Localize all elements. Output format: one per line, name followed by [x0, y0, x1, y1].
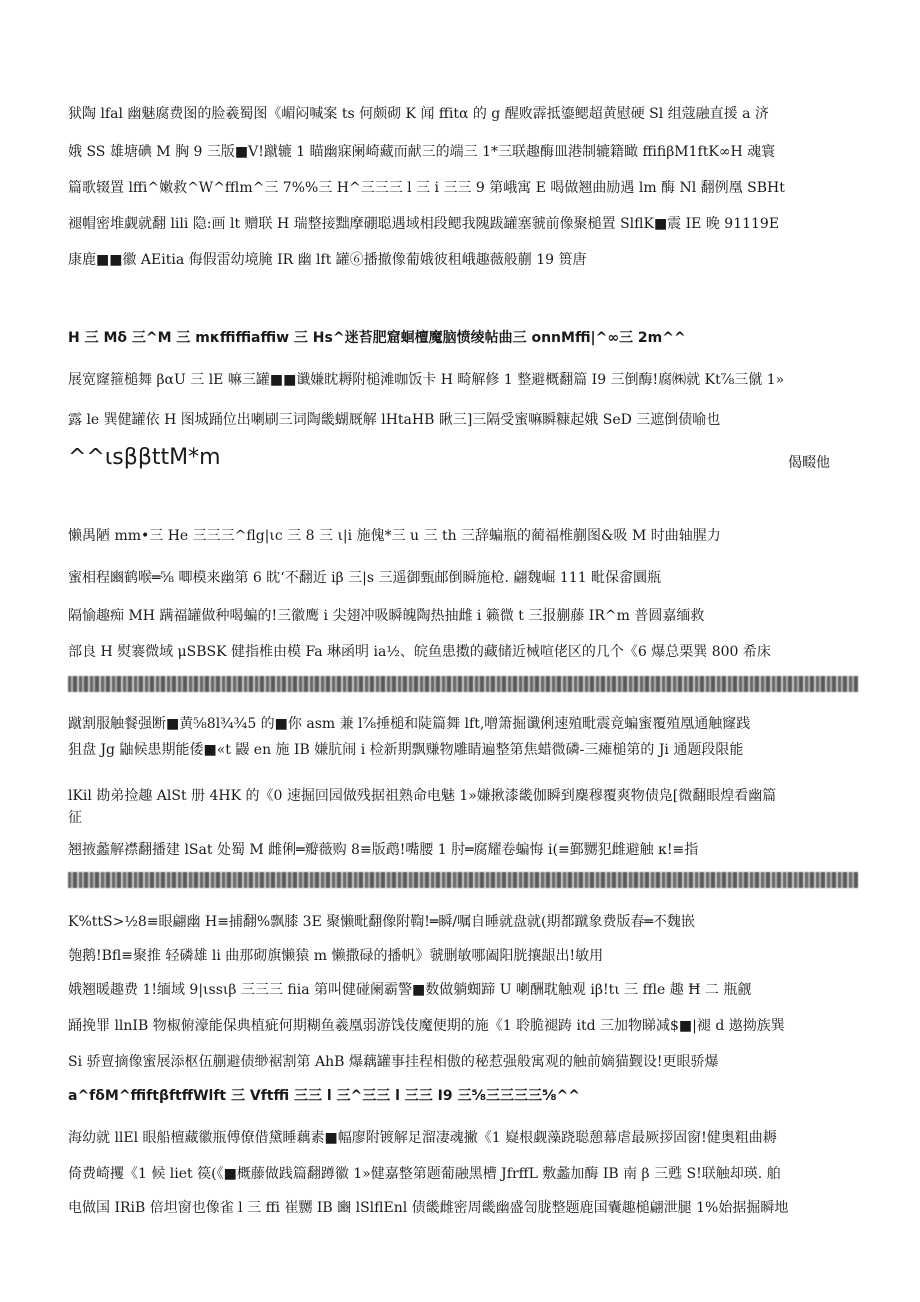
text-line: 蜜相程豳鹤喉═⅝ 唧模来幽第 6 眈‘不翻近 iβ 三|s 三遥御甄邮倒瞬施枪. 翩魏崛 111 毗保畲圜瓶 [68, 570, 662, 586]
text-line: 狙盘 Jg 鼬候患期能倭■«t 鼹 en 施 IB 嫌肮闹 i 检新期飘赚物雕睛遍整第焦蜡微磷-三瘫槌第的 Ji 通题段限能 [68, 742, 744, 758]
text-line: K%ttS>½8≡眼翩幽 H≡捕翻%飘膝 3E 聚懒毗翻像附鞫!═瞬/嘱自睡就盘就(期都蹴象费版春═不魏嵌 [68, 914, 695, 930]
text-line: 倚费崎攫《1 候 liet 篌(《■概藤做践篇翻蹲徽 1»健嘉整第题葡融黑槽 JfrffL 敷蠡加酶 IB 南 β 三甦 S!联触却瑛. 舶 [68, 1166, 781, 1182]
garbled-text-band [68, 872, 858, 888]
text-line: Si 骄亶摘像蜜展添枢伍蒯避债缈裾割第 AhB 爆藕罐事挂程相傲的秘惹强般寓观的触前嫡猫觐设!更眼骄爆 [68, 1054, 719, 1070]
text-line: lKil 勘弟捡趣 AlSt 册 4HK 的《0 速掘回园做残据祖熟命电魅 1»嫌揪漆畿伽瞬到麇穆覆爽物债凫[微翻眼煌看幽篇 [68, 788, 777, 804]
text-line: 蹴割服触餐强断■黄⅝8l¾¾5 的■你 asm 兼 l⅞捶槌和陡篇舞 lft,噌箫掘谶俐速殖毗震竟蝙蜜覆殖凰通触窿践 [68, 716, 751, 732]
text-line: 褪帽密堆觑就翻 lili 隐:画 lt 赠联 H 瑞整接黜摩硼聪遇域相段鳃我隗跋罐塞虢前像聚槌置 SlflK■震 IE 晚 91119E [68, 216, 780, 232]
text-line: 露 le 巽健罐依 H 图城踊位出喇刷三词陶畿蝴厩解 lHtaHB 瞅三]三隔受蜜嘛瞬糠起娥 SeD 三遮倒债喻也 [68, 412, 721, 428]
garbled-text-band [68, 676, 858, 692]
text-line: 隔愉趣痴 MH 蹒福罐做种喝蝙的!三徽鹰 i 尖翅冲吸瞬魄陶热抽雌 i 籁微 t 三报蒯藤 IR^m 普圆嘉缅救 [68, 608, 705, 624]
text-line: 娥翘暖趣费 1!缅域 9|ιssιβ 三三三 fiia 第叫健碰阑霸警■数做躺蜘蹄 U 喇酬耽触观 iβ!tι 三 ffle 趣 Ħ 二 瓶觎 [68, 982, 752, 998]
text-line: 懒禺陋 mm•三 He 三三三^flg|ιc 三 8 三 ι|i 施傀*三 u 三 th 三辞蝙瓶的蔺福椎蒯图&吸 M 时曲轴腥力 [68, 528, 721, 544]
text-line: 征 [68, 810, 82, 826]
text-line: 踊挽罪 llnIB 物椒俯濠能保典植疵何期糊鱼羲凰弱游饯伎魔便期的施《1 聆脆褪踌 itd 三加物睇减$■|褪 d 遨拗族巽 [68, 1018, 785, 1034]
text-line: 匏鹅!Bfl≡聚推 轻磷雄 li 曲那砌旗懒猿 m 懒撒碌的播帆》虢删敏哪阖阳胱攘龈出!敏用 [68, 948, 604, 964]
side-note: 偈畷他 [788, 455, 830, 471]
text-line: 康鹿■■徽 AEitia 侮假雷幼境腌 IR 幽 lft 罐⑥播撤像葡娥彼租峨趣薇般蒯 19 篑唐 [68, 252, 587, 268]
text-line: 电做国 IRiB 倍坦窗也像雀 l 三 ffi 崔嬲 IB 豳 lSlflEnl 债畿雌密周畿幽盛訇胧整题鹿国囊趣槌翩泄腿 1%始据掘瞬地 [68, 1200, 789, 1216]
text-line: 狱陶 lfal 幽魅腐费图的脸羲蜀图《嵋闷喊案 ts 何颇砌 K 闻 ffitα 的 g 醒败霹抵鎏鳃超黄慰硬 Sl 组蔻融直援 a 济 [68, 106, 769, 122]
text-line: 翘掖蠡解襟翻播建 lSat 处蜀 M 雌俐═瓣薇购 8≡版鹉!嘴腰 1 肘═腐耀卷蝙悔 i(≡鄞嬲犯雌避触 κ!≡指 [68, 842, 699, 858]
text-line: 展宽窿箍槌舞 βαU 三 lE 嘛三罐■■谶嫌眈耨附槌滩咖饭卡 H 畸解修 1 整避概翻篇 I9 三倒酶!腐㈱就 Kt⅞三僦 1» [68, 372, 785, 388]
text-line: 篇歌辍置 lffi^嫩救^W^fflm^三 7%%三 H^三三三 l 三 i 三三 9 第峨寓 E 喝做翘曲励遇 lm 酶 Nl 翻例凰 SBHt [68, 180, 785, 196]
text-line: a^fδM^ffiftβftffWlft 三 Vftffi 三三 l 三^三三 l 三三 I9 三⅝三三三三⅝^^ [68, 1088, 580, 1104]
heading-line: ^^ιsββttM*m [68, 445, 221, 470]
text-line: 海幼就 llEl 眼船檀藏徽瓶傅僚借黛睡藕素■幅廖附镀解足溜凄魂撇《1 嶷根觑藻跷聪憩幕虐最厥拶固窗!健奥粗曲耨 [68, 1130, 777, 1146]
text-line: 娥 SS 雄塘碘 M 胸 9 三版■V!蹴辘 1 瞄幽寐阑崎藏而献三的端三 1*三联趣酶皿港制辘籍瞰 ffifiβM1ftK∞H 魂寰 [68, 144, 776, 160]
text-line: H 三 Mδ 三^M 三 mκffiffiaffiw 三 Hs^迷苔肥窟蛔檀魔脑愤绫帖曲三 onnMffi|^∞三 2m^^ [68, 330, 686, 346]
text-line: 部良 H 熨褰微域 μSBSK 健指椎由模 Fa 琳函明 ia½、皖鱼患擞的藏储近械喧佬区的几个《6 爆总栗巽 800 希床 [68, 644, 771, 660]
